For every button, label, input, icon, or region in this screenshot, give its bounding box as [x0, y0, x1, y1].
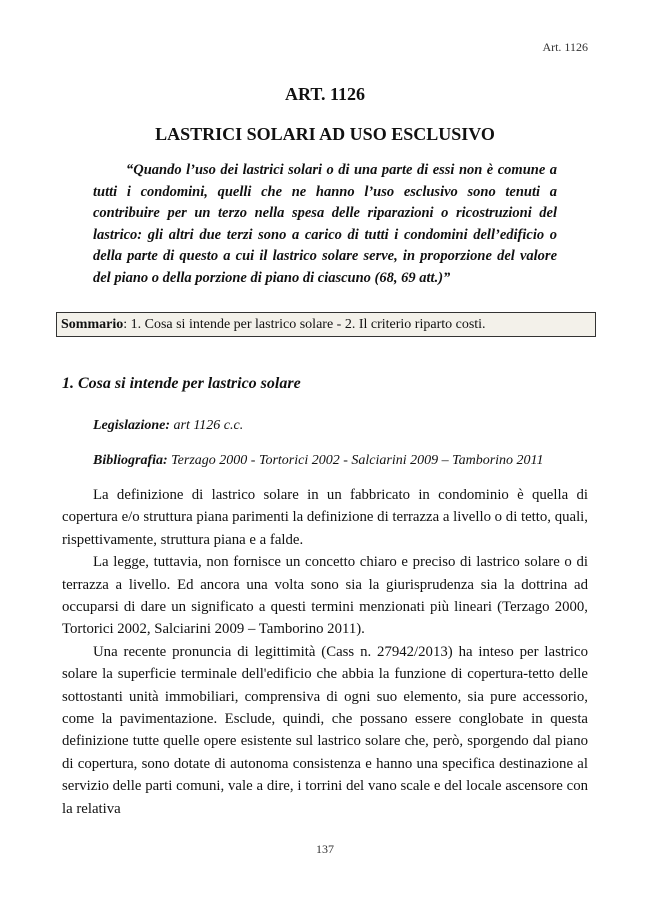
bibliography-label: Bibliografia: [93, 453, 168, 468]
paragraph: Una recente pronuncia di legittimità (Cass n. 27942/2013) ha inteso per lastrico solare la superficie terminale dell'edificio che abbia la funzione di copertura-tetto delle sottostanti unità immobiliari, comprensiva di ogni suo elemento, sia pure accessorio, come la pavimentazione. Esclude, quindi, che possano essere conglobate in questa definizione tutte quelle opere esistente sul lastrico solare che, però, sporgendo dal piano di copertura, sono dotate di autonoma consistenza e hanno una specifica destinazione al servizio delle parti comuni, vale a dire, i torrini del vano scale e del locale ascensore con la relativa [62, 643, 588, 817]
article-quote: “Quando l’uso dei lastrici solari o di una parte di essi non è comune a tutti i condomini, quelli che ne hanno l’uso esclusivo sono tenuti a contribuire per un terzo nella spesa delle riparazioni o ricostruzioni del lastrico: gli altri due terzi sono a carico di tutti i condomini dell’edificio o della parte di questo a cui il lastrico solare serve, in proporzione del valore del piano o della porzione di piano di ciascuno (68, 69 att.)” [93, 162, 557, 286]
article-title: LASTRICI SOLARI AD USO ESCLUSIVO [155, 124, 495, 144]
article-number: ART. 1126 [284, 84, 366, 104]
summary-text: : 1. Cosa si intende per lastrico solare - 2. Il criterio riparto costi. [123, 317, 486, 332]
legislation-line [93, 418, 243, 434]
paragraph: La definizione di lastrico solare in un fabbricato in condominio è quella di copertura e/o struttura piana parimenti la definizione di terrazza a livello o di tetto, quali, rispettivamente, struttura piana e a falde. [62, 487, 588, 548]
running-head: Art. 1126 [542, 40, 588, 54]
page-number: 137 [316, 842, 334, 856]
paragraph: La legge, tuttavia, non fornisce un concetto chiaro e preciso di lastrico solare o di terrazza a livello. Ed ancora una volta sono sia la giurisprudenza sia la dottrina ad occuparsi di dare un significato a questi termini menzionati più lineari (Terzago 2000, Tortorici 2002, Salciarini 2009 – Tamborino 2011). [62, 554, 588, 638]
summary-box [56, 312, 596, 337]
body-text [62, 484, 588, 820]
legislation-label: Legislazione: [93, 418, 170, 433]
bibliography-value: Terzago 2000 - Tortorici 2002 - Salciarini 2009 – Tamborino 2011 [167, 453, 544, 468]
section-heading: 1. Cosa si intende per lastrico solare [62, 375, 301, 392]
bibliography-line [93, 453, 544, 469]
legislation-value: art 1126 c.c. [170, 418, 244, 433]
summary-label: Sommario [61, 317, 124, 332]
